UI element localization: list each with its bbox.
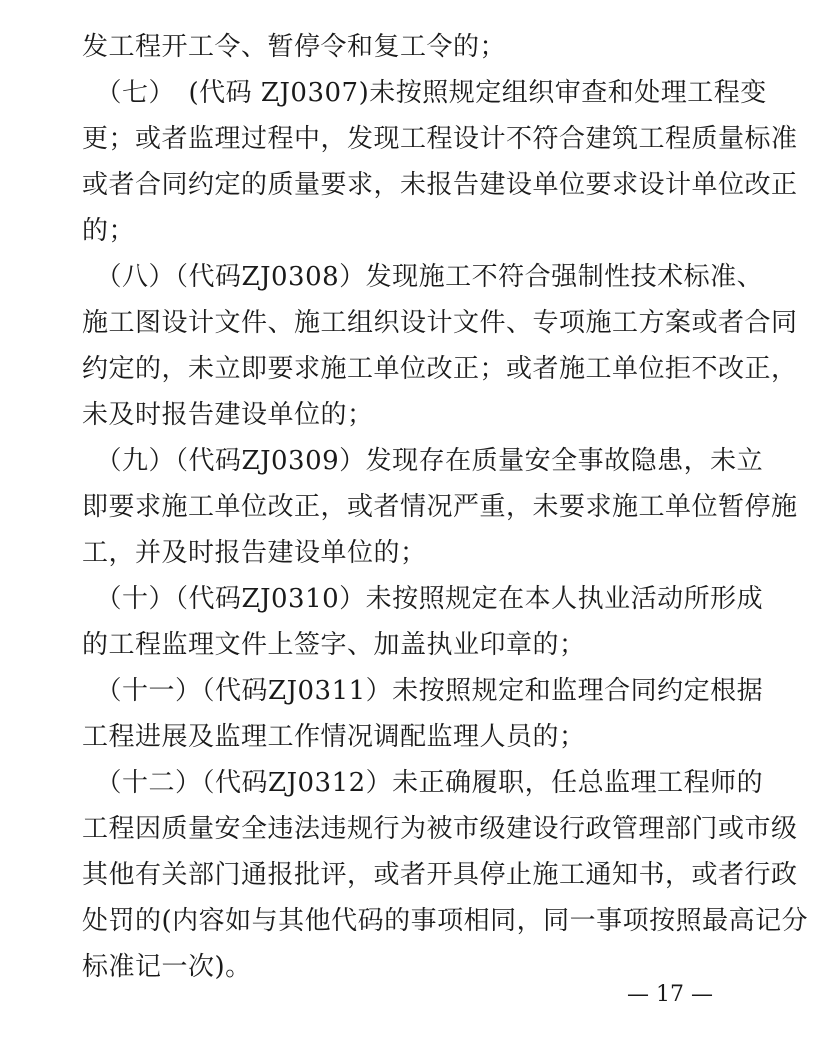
text-line: （七） (代码 ZJ0307)未按照规定组织审查和处理工程变 — [82, 78, 767, 108]
text-line: 处罚的(内容如与其他代码的事项相同，同一事项按照最高记分 — [82, 906, 809, 936]
text-line: 的； — [82, 216, 136, 246]
text-line: 发工程开工令、暂停令和复工令的； — [82, 32, 507, 62]
text-line: （十）（代码ZJ0310）未按照规定在本人执业活动所形成 — [82, 584, 764, 614]
text-line: 施工图设计文件、施工组织设计文件、专项施工方案或者合同 — [82, 308, 798, 338]
text-line: 其他有关部门通报批评，或者开具停止施工通知书，或者行政 — [82, 860, 798, 890]
text-line: 工，并及时报告建设单位的； — [82, 538, 427, 568]
text-line: （十二）（代码ZJ0312）未正确履职，任总监理工程师的 — [82, 768, 764, 798]
text-line: 更；或者监理过程中，发现工程设计不符合建筑工程质量标准 — [82, 124, 798, 154]
text-line: （十一）（代码ZJ0311）未按照规定和监理合同约定根据 — [82, 676, 764, 706]
text-line: 的工程监理文件上签字、加盖执业印章的； — [82, 630, 586, 660]
text-line: 未及时报告建设单位的； — [82, 400, 374, 430]
text-line: 即要求施工单位改正，或者情况严重，未要求施工单位暂停施 — [82, 492, 798, 522]
text-line: （八）（代码ZJ0308）发现施工不符合强制性技术标准、 — [82, 262, 764, 292]
text-line: 或者合同约定的质量要求，未报告建设单位要求设计单位改正 — [82, 170, 798, 200]
text-line: （九）（代码ZJ0309）发现存在质量安全事故隐患，未立 — [82, 446, 764, 476]
text-line: 标准记一次)。 — [82, 952, 252, 982]
text-line: 工程因质量安全违法违规行为被市级建设行政管理部门或市级 — [82, 814, 798, 844]
text-line: 约定的，未立即要求施工单位改正；或者施工单位拒不改正， — [82, 354, 798, 384]
text-line: 工程进展及监理工作情况调配监理人员的； — [82, 722, 586, 752]
page-number: — 17 — — [627, 982, 713, 1007]
